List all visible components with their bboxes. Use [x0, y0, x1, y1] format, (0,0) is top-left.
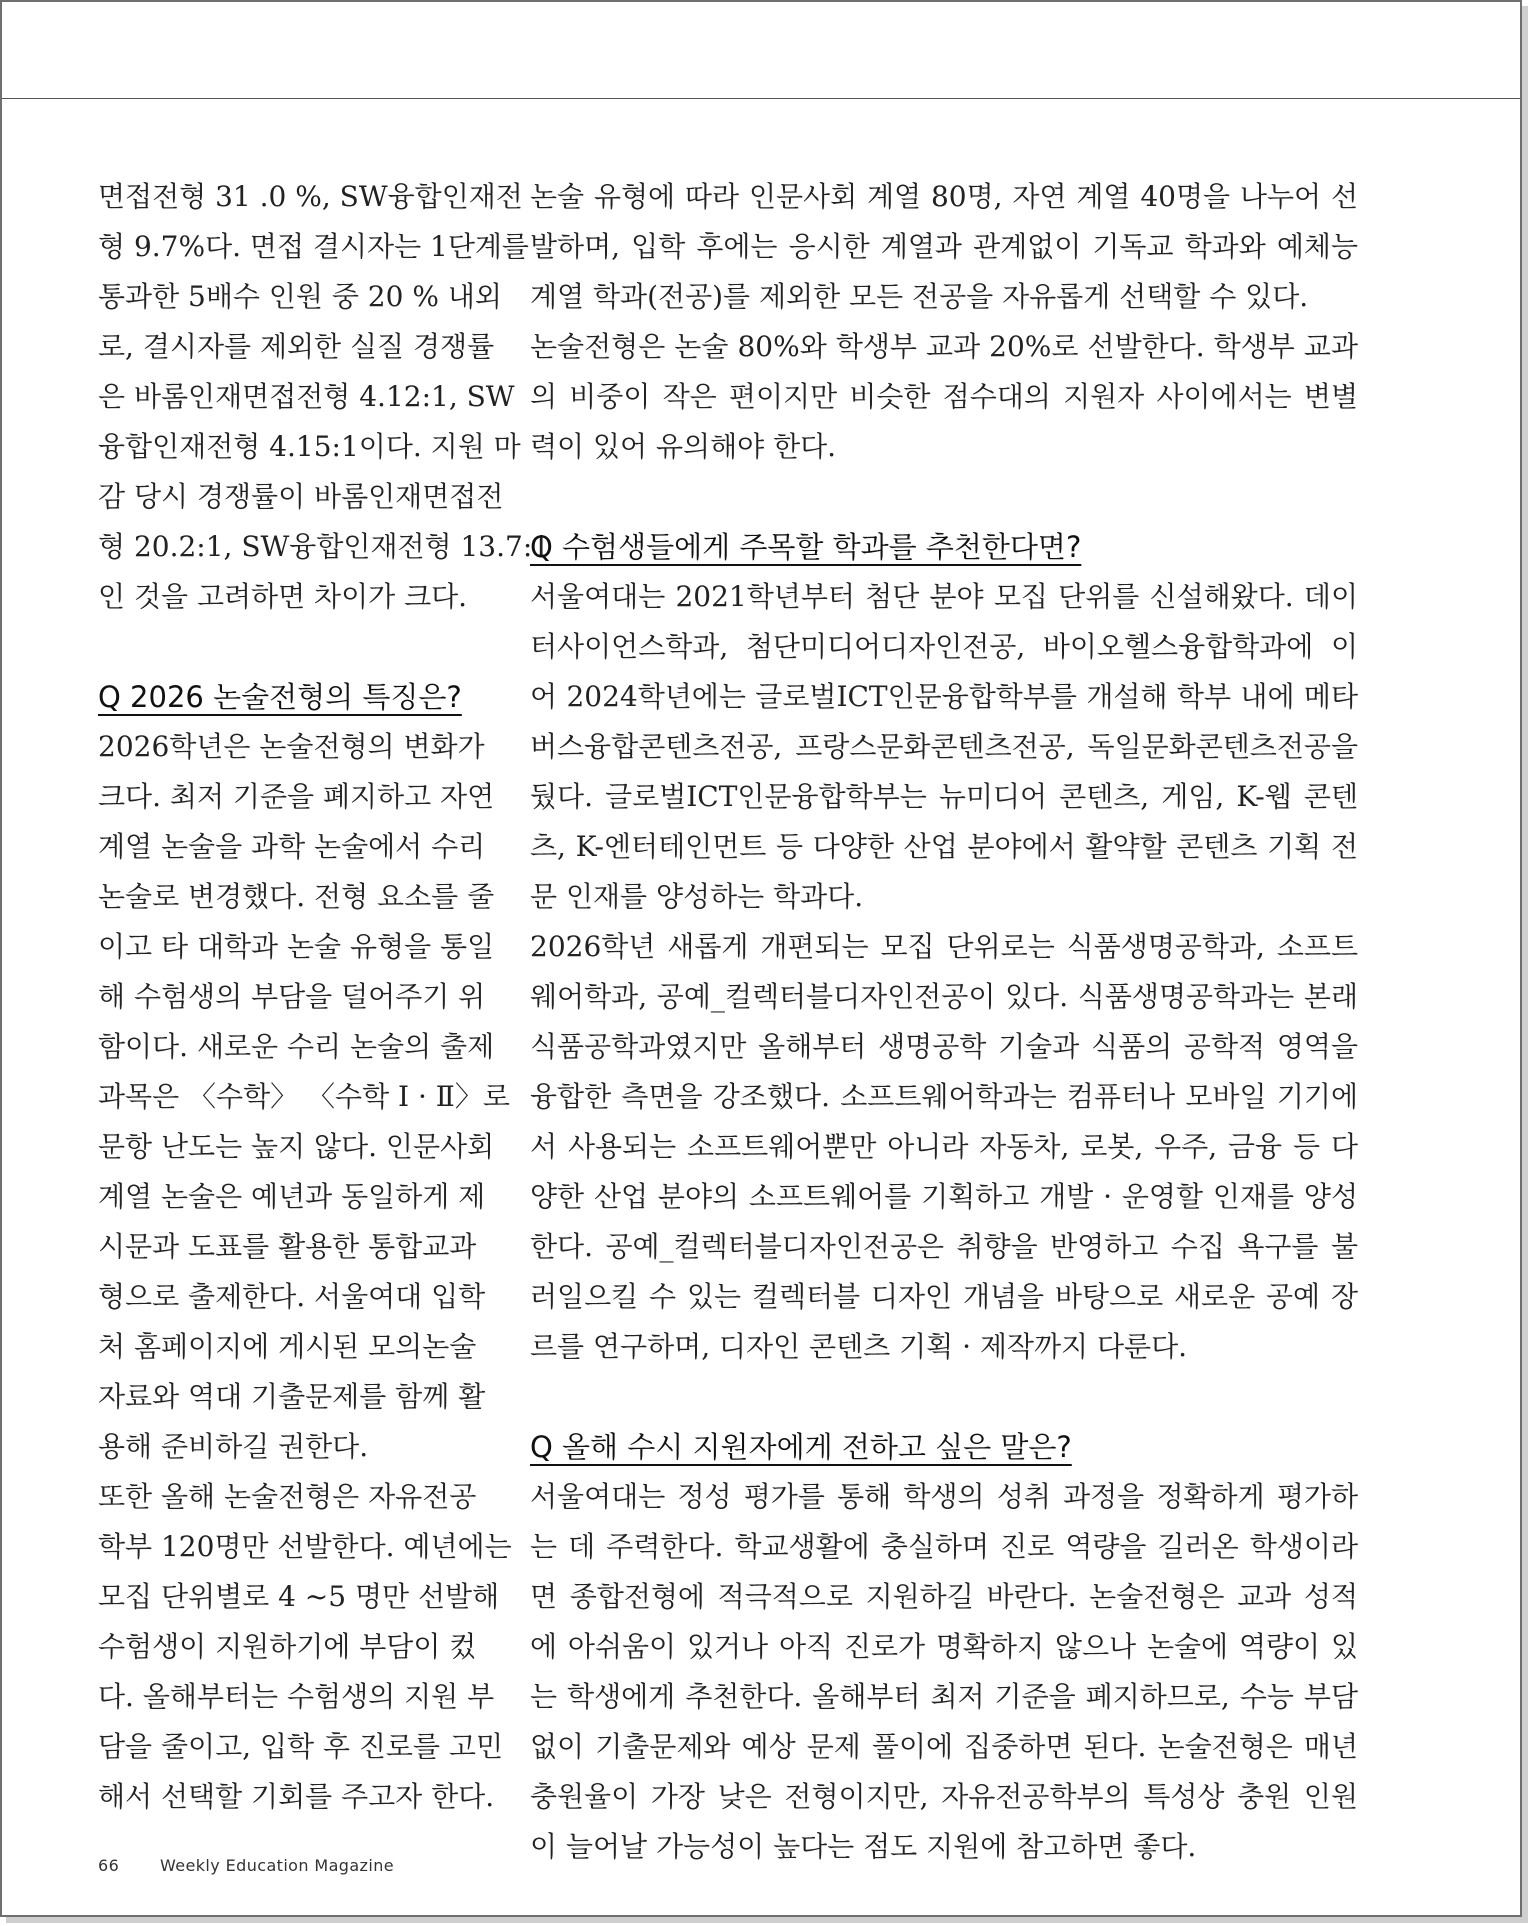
body-line: 형 9.7%다. 면접 결시자는 1단계를 [98, 230, 529, 263]
body-line: 2026학년은 논술전형의 변화가 [98, 730, 485, 763]
question-heading-advice [530, 1422, 1358, 1472]
section-gap [530, 1372, 1358, 1422]
page-number: 66 [98, 1856, 120, 1875]
page-footer [98, 1856, 394, 1875]
body-line: 감 당시 경쟁률이 바롬인재면접전 [98, 480, 504, 513]
question-heading-essay [98, 672, 476, 722]
body-line: 면접전형 31 .0 %, SW융합인재전 [98, 180, 523, 213]
body-line: 담을 줄이고, 입학 후 진로를 고민 [98, 1730, 504, 1763]
question-heading-text: Q 올해 수시 지원자에게 전하고 싶은 말은? [530, 1430, 1072, 1464]
body-line: 해 수험생의 부담을 덜어주기 위 [98, 980, 486, 1013]
body-paragraph: 서울여대는 2021학년부터 첨단 분야 모집 단위를 신설해왔다. 데이터사이언스학과, 첨단미디어디자인전공, 바이오헬스융합학과에 이어 2024학년에는 글로벌ICT인문융합학부를 개설해 학부 내에 메타버스융합콘텐츠전공, 프랑스문화콘텐츠전공, 독일문화콘텐츠전공을 뒀다. 글로벌ICT인문융합학부는 뉴미디어 콘텐츠, 게임, K-웹 콘텐츠, K-엔터테인먼트 등 다양한 산업 분야에서 활약할 콘텐츠 기획 전문 인재를 양성하는 학과다. [530, 580, 1358, 913]
body-line: 용해 준비하길 권한다. [98, 1430, 369, 1463]
left-column [98, 172, 551, 1822]
magazine-name: Weekly Education Magazine [160, 1856, 394, 1875]
question-heading-departments [530, 522, 1358, 572]
body-line: 이고 타 대학과 논술 유형을 통일 [98, 930, 495, 963]
question-heading-text: Q 2026 논술전형의 특징은? [98, 680, 462, 714]
body-line: 논술로 변경했다. 전형 요소를 줄 [98, 880, 495, 913]
section-gap [530, 472, 1358, 522]
body-paragraph: 논술 유형에 따라 인문사회 계열 80명, 자연 계열 40명을 나누어 선발하며, 입학 후에는 응시한 계열과 관계없이 기독교 학과와 예체능 계열 학과(전공)를 제외한 모든 전공을 자유롭게 선택할 수 있다. [530, 180, 1358, 313]
header-rule [2, 98, 1520, 99]
body-line: 로, 결시자를 제외한 실질 경쟁률 [98, 330, 495, 363]
body-line: 수험생이 지원하기에 부담이 컸 [98, 1630, 477, 1663]
body-line: 은 바롬인재면접전형 4.12:1, SW [98, 380, 515, 413]
body-line: 또한 올해 논술전형은 자유전공 [98, 1480, 477, 1513]
body-line: 계열 논술을 과학 논술에서 수리 [98, 830, 486, 863]
section-gap [98, 622, 476, 672]
body-line: 크다. 최저 기준을 폐지하고 자연 [98, 780, 495, 813]
body-line: 과목은 〈수학〉 〈수학 Ⅰ · Ⅱ〉로 [98, 1080, 510, 1113]
body-line: 다. 올해부터는 수험생의 지원 부 [98, 1680, 495, 1713]
right-column [530, 172, 1358, 1872]
body-line: 처 홈페이지에 게시된 모의논술 [98, 1330, 477, 1363]
body-line: 자료와 역대 기출문제를 함께 활 [98, 1380, 486, 1413]
body-line: 모집 단위별로 4 ~5 명만 선발해 [98, 1580, 500, 1613]
body-paragraph: 논술전형은 논술 80%와 학생부 교과 20%로 선발한다. 학생부 교과의 비중이 작은 편이지만 비슷한 점수대의 지원자 사이에서는 변별력이 있어 유의해야 한다. [530, 330, 1358, 463]
body-line: 시문과 도표를 활용한 통합교과 [98, 1230, 477, 1263]
body-line: 융합인재전형 4.15:1이다. 지원 마 [98, 430, 521, 463]
body-paragraph: 2026학년 새롭게 개편되는 모집 단위로는 식품생명공학과, 소프트웨어학과, 공예_컬렉터블디자인전공이 있다. 식품생명공학과는 본래 식품공학과였지만 올해부터 생명공학 기술과 식품의 공학적 영역을 융합한 측면을 강조했다. 소프트웨어학과는 컴퓨터나 모바일 기기에서 사용되는 소프트웨어뿐만 아니라 자동차, 로봇, 우주, 금융 등 다양한 산업 분야의 소프트웨어를 기획하고 개발 · 운영할 인재를 양성한다. 공예_컬렉터블디자인전공은 취향을 반영하고 수집 욕구를 불러일으킬 수 있는 컬렉터블 디자인 개념을 바탕으로 새로운 공예 장르를 연구하며, 디자인 콘텐츠 기획 · 제작까지 다룬다. [530, 930, 1358, 1363]
body-line: 학부 120명만 선발한다. 예년에는 [98, 1530, 512, 1563]
question-heading-text: Q 수험생들에게 주목할 학과를 추천한다면? [530, 530, 1082, 564]
body-line: 형 20.2:1, SW융합인재전형 13.7:1 [98, 530, 551, 563]
body-line: 형으로 출제한다. 서울여대 입학 [98, 1280, 486, 1313]
body-line: 인 것을 고려하면 차이가 크다. [98, 580, 468, 613]
body-line: 통과한 5배수 인원 중 20 % 내외 [98, 280, 502, 313]
body-line: 문항 난도는 높지 않다. 인문사회 [98, 1130, 495, 1163]
body-line: 계열 논술은 예년과 동일하게 제 [98, 1180, 486, 1213]
body-line: 해서 선택할 기회를 주고자 한다. [98, 1780, 495, 1813]
body-line: 함이다. 새로운 수리 논술의 출제 [98, 1030, 495, 1063]
body-paragraph: 서울여대는 정성 평가를 통해 학생의 성취 과정을 정확하게 평가하는 데 주력한다. 학교생활에 충실하며 진로 역량을 길러온 학생이라면 종합전형에 적극적으로 지원하길 바란다. 논술전형은 교과 성적에 아쉬움이 있거나 아직 진로가 명확하지 않으나 논술에 역량이 있는 학생에게 추천한다. 올해부터 최저 기준을 폐지하므로, 수능 부담 없이 기출문제와 예상 문제 풀이에 집중하면 된다. 논술전형은 매년 충원율이 가장 낮은 전형이지만, 자유전공학부의 특성상 충원 인원이 늘어날 가능성이 높다는 점도 지원에 참고하면 좋다. [530, 1480, 1358, 1863]
